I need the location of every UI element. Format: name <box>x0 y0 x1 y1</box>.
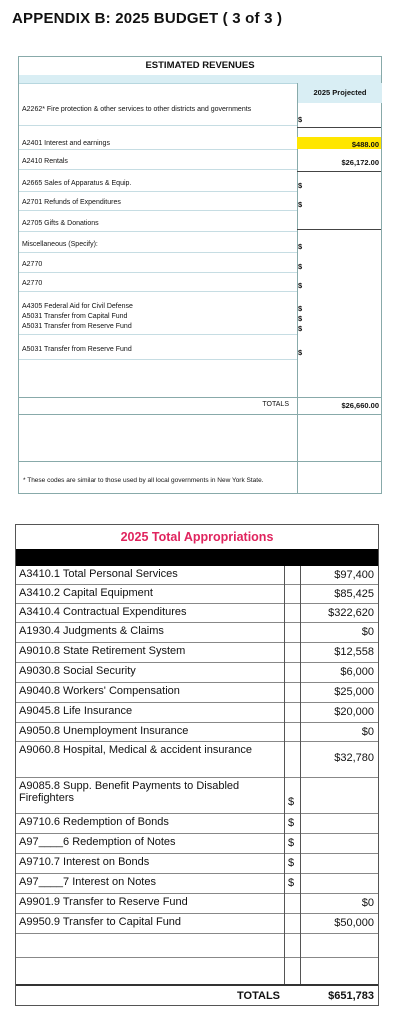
appropriation-amount: $32,780 <box>334 752 374 764</box>
appropriations-heading: 2025 Total Appropriations <box>120 530 274 544</box>
row-divider <box>19 191 297 192</box>
appropriation-row <box>16 663 378 683</box>
appropriations-table <box>15 524 379 1006</box>
appropriations-totals-row <box>16 984 378 1006</box>
row-divider <box>19 359 297 360</box>
amount-underline <box>297 229 381 230</box>
appropriation-row <box>16 778 378 814</box>
appropriation-amount: $25,000 <box>334 686 374 698</box>
revenue-label: A5031 Transfer from Capital Fund <box>22 313 128 320</box>
estimated-revenues-table <box>18 56 382 494</box>
appropriation-label: A9950.9 Transfer to Capital Fund <box>19 916 182 928</box>
row-divider <box>19 334 297 335</box>
appropriation-row <box>16 683 378 703</box>
revenue-dollar: $ <box>298 324 303 333</box>
appropriation-row <box>16 854 378 874</box>
appropriation-row <box>16 834 378 854</box>
row-divider <box>19 125 297 126</box>
row-divider <box>19 291 297 292</box>
appropriation-label: A9060.8 Hospital, Medical & accident insurance <box>19 744 252 756</box>
appropriation-label: A9040.8 Workers' Compensation <box>19 685 180 697</box>
appropriation-amount: $322,620 <box>328 607 374 619</box>
amount-underline <box>297 127 381 128</box>
revenue-dollar: $ <box>298 314 303 323</box>
revenue-label: A2701 Refunds of Expenditures <box>22 199 121 206</box>
appropriation-row <box>16 566 378 585</box>
row-divider <box>19 272 297 273</box>
dollar-column-divider <box>284 566 285 984</box>
appropriation-amount: $0 <box>361 626 374 638</box>
appropriation-label: A9050.8 Unemployment Insurance <box>19 725 189 737</box>
appropriation-dollar: $ <box>288 796 295 808</box>
appropriation-row <box>16 585 378 604</box>
appropriation-label: A97____6 Redemption of Notes <box>19 836 176 848</box>
appropriations-totals-label: TOTALS <box>237 990 280 1002</box>
appropriation-amount: $6,000 <box>340 666 374 678</box>
revenue-label: A5031 Transfer from Reserve Fund <box>22 323 132 330</box>
revenues-totals-amount: $26,660.00 <box>341 401 379 410</box>
revenues-totals-label: TOTALS <box>262 401 289 408</box>
appropriation-row <box>16 742 378 778</box>
appropriation-row <box>16 934 378 958</box>
appropriation-row <box>16 814 378 834</box>
appropriation-label: A3410.1 Total Personal Services <box>19 568 178 580</box>
revenue-amount: $26,172.00 <box>341 158 379 167</box>
revenue-label: A2705 Gifts & Donations <box>22 220 99 227</box>
row-divider <box>19 231 297 232</box>
appropriation-label: A9710.6 Redemption of Bonds <box>19 816 169 828</box>
appropriation-amount: $85,425 <box>334 588 374 600</box>
appropriation-dollar: $ <box>288 837 295 849</box>
appropriation-amount: $20,000 <box>334 706 374 718</box>
appropriation-dollar: $ <box>288 857 295 869</box>
revenue-dollar: $ <box>298 304 303 313</box>
revenues-heading: ESTIMATED REVENUES <box>19 57 381 76</box>
appropriation-dollar: $ <box>288 817 295 829</box>
amount-underline <box>297 171 381 172</box>
revenue-label: Miscellaneous (Specify): <box>22 241 98 248</box>
appropriation-row <box>16 643 378 663</box>
row-divider <box>19 210 297 211</box>
appropriation-row <box>16 894 378 914</box>
appropriation-row <box>16 604 378 623</box>
appropriation-amount: $12,558 <box>334 646 374 658</box>
appropriation-row <box>16 874 378 894</box>
appropriation-amount: $0 <box>361 897 374 909</box>
appropriations-totals-amount: $651,783 <box>328 990 374 1002</box>
appropriation-label: A3410.4 Contractual Expenditures <box>19 606 187 618</box>
revenue-dollar: $ <box>298 200 303 209</box>
appropriation-amount: $50,000 <box>334 917 374 929</box>
revenue-dollar: $ <box>298 262 303 271</box>
appropriation-row <box>16 914 378 934</box>
appropriation-label: A9901.9 Transfer to Reserve Fund <box>19 896 188 908</box>
revenues-totals-row <box>19 397 381 415</box>
revenue-amount: $488.00 <box>351 140 379 149</box>
appropriation-row <box>16 703 378 723</box>
revenue-dollar: $ <box>298 281 303 290</box>
revenue-label: A2410 Rentals <box>22 158 68 165</box>
amount-column-divider <box>300 566 301 984</box>
appropriation-dollar: $ <box>288 877 295 889</box>
appropriations-header-bar <box>16 549 378 566</box>
revenue-dollar: $ <box>298 348 303 357</box>
revenue-dollar: $ <box>298 115 303 124</box>
revenue-label: A4305 Federal Aid for Civil Defense <box>22 303 133 310</box>
revenues-footnote: * These codes are similar to those used by all local governments in New York State. <box>23 477 264 484</box>
appropriation-amount: $97,400 <box>334 569 374 581</box>
revenue-label: A2262* Fire protection & other services to other districts and governments <box>22 106 252 113</box>
appropriation-label: A9030.8 Social Security <box>19 665 136 677</box>
revenues-footnote-area <box>19 461 381 494</box>
appropriation-label: A3410.2 Capital Equipment <box>19 587 153 599</box>
revenue-label: A2665 Sales of Apparatus & Equip. <box>22 180 132 187</box>
revenue-dollar: $ <box>298 242 303 251</box>
appropriation-label: A97____7 Interest on Notes <box>19 876 156 888</box>
appropriation-label: A9085.8 Supp. Benefit Payments to Disabled Firefighters <box>19 780 240 804</box>
row-divider <box>19 169 297 170</box>
appropriation-row <box>16 723 378 742</box>
appropriation-label: A9045.8 Life Insurance <box>19 705 133 717</box>
revenue-label: A2770 <box>22 261 43 268</box>
row-divider <box>19 149 297 150</box>
revenue-label: A5031 Transfer from Reserve Fund <box>22 346 132 353</box>
revenue-label: A2770 <box>22 280 43 287</box>
revenue-label: A2401 Interest and earnings <box>22 140 110 147</box>
appropriation-amount: $0 <box>361 726 374 738</box>
projected-column-header: 2025 Projected <box>297 83 382 103</box>
appropriation-label: A9710.7 Interest on Bonds <box>19 856 150 868</box>
row-divider <box>19 252 297 253</box>
appropriation-row <box>16 623 378 643</box>
appropriation-label: A1930.4 Judgments & Claims <box>19 625 164 637</box>
revenue-dollar: $ <box>298 181 303 190</box>
page-title: APPENDIX B: 2025 BUDGET ( 3 of 3 ) <box>12 10 283 27</box>
appropriation-label: A9010.8 State Retirement System <box>19 645 186 657</box>
